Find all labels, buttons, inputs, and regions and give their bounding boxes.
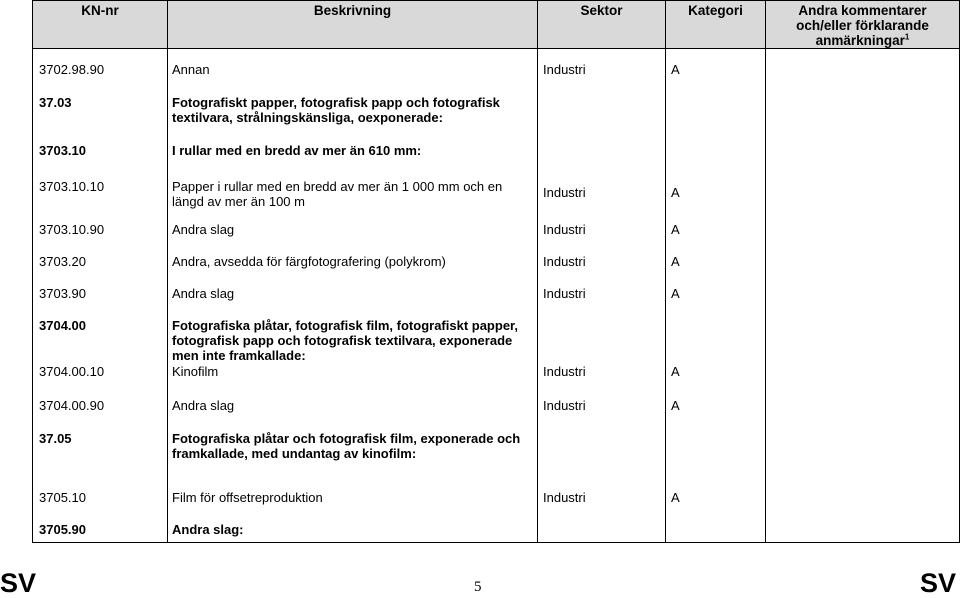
cell-kn: 3705.10 (33, 489, 168, 517)
table-row (33, 87, 960, 131)
cell-kn: 3703.10.90 (33, 213, 168, 245)
cell-notes (766, 245, 960, 277)
cell-kategori: A (666, 395, 766, 427)
cell-kn: 3704.00.10 (33, 363, 168, 395)
cell-notes (766, 517, 960, 543)
cell-sektor (538, 427, 666, 489)
cell-notes (766, 277, 960, 309)
tariff-table (32, 0, 960, 543)
cell-description: Fotografiska plåtar och fotografisk film, exponerade och framkallade, med undantag av kinofilm: (168, 427, 538, 489)
cell-kn: 3705.90 (33, 517, 168, 543)
header-kn: KN-nr (33, 1, 168, 49)
footer-language-right: SV (920, 568, 957, 598)
header-kategori: Kategori (666, 1, 766, 49)
cell-notes (766, 427, 960, 489)
cell-kn: 3704.00 (33, 309, 168, 363)
cell-kategori: A (666, 49, 766, 87)
header-notes-text: Andra kommentarer och/eller förklarande anmärkningar (796, 3, 929, 48)
cell-description: Andra, avsedda för färgfotografering (polykrom) (168, 245, 538, 277)
cell-description: Andra slag (168, 395, 538, 427)
cell-description: Andra slag: (168, 517, 538, 543)
cell-description: Fotografiskt papper, fotografisk papp och fotografisk textilvara, strålningskänsliga, oexponerade: (168, 87, 538, 131)
cell-sektor: Industri (538, 277, 666, 309)
cell-sektor: Industri (538, 245, 666, 277)
table-header-row (33, 1, 960, 49)
cell-notes (766, 363, 960, 395)
cell-notes (766, 87, 960, 131)
cell-description: Andra slag (168, 213, 538, 245)
page-number: 5 (474, 579, 482, 595)
cell-description: Papper i rullar med en bredd av mer än 1 000 mm och en längd av mer än 100 m (168, 167, 538, 213)
cell-sektor: Industri (538, 363, 666, 395)
table-row (33, 489, 960, 517)
cell-notes (766, 213, 960, 245)
cell-sektor: Industri (538, 395, 666, 427)
header-description: Beskrivning (168, 1, 538, 49)
cell-description: Film för offsetreproduktion (168, 489, 538, 517)
cell-description: Annan (168, 49, 538, 87)
cell-sektor: Industri (538, 167, 666, 213)
cell-kategori (666, 427, 766, 489)
cell-kategori: A (666, 213, 766, 245)
footer-language-left: SV (0, 568, 37, 598)
cell-kn: 37.03 (33, 87, 168, 131)
cell-sektor (538, 131, 666, 167)
cell-description: Kinofilm (168, 363, 538, 395)
cell-kategori: A (666, 489, 766, 517)
footnote-marker: 1 (904, 32, 910, 42)
cell-kn: 3704.00.90 (33, 395, 168, 427)
tariff-table-container (32, 0, 960, 543)
cell-kn: 3703.10 (33, 131, 168, 167)
cell-notes (766, 167, 960, 213)
table-row (33, 517, 960, 543)
cell-kategori: A (666, 277, 766, 309)
header-sektor: Sektor (538, 1, 666, 49)
cell-kn: 3703.90 (33, 277, 168, 309)
cell-sektor (538, 87, 666, 131)
table-row (33, 49, 960, 87)
cell-kn: 3703.10.10 (33, 167, 168, 213)
cell-kategori (666, 309, 766, 363)
cell-kategori: A (666, 363, 766, 395)
cell-notes (766, 131, 960, 167)
cell-notes (766, 489, 960, 517)
header-notes (766, 1, 960, 49)
cell-kategori: A (666, 245, 766, 277)
cell-kn: 3702.98.90 (33, 49, 168, 87)
cell-notes (766, 395, 960, 427)
cell-description: I rullar med en bredd av mer än 610 mm: (168, 131, 538, 167)
table-row (33, 427, 960, 489)
cell-sektor: Industri (538, 489, 666, 517)
table-row (33, 363, 960, 395)
table-row (33, 167, 960, 213)
table-row (33, 213, 960, 245)
cell-kategori (666, 517, 766, 543)
table-row (33, 309, 960, 363)
table-row (33, 245, 960, 277)
cell-description: Fotografiska plåtar, fotografisk film, fotografiskt papper, fotografisk papp och fotografisk textilvara, exponerade men inte framkallade: (168, 309, 538, 363)
cell-description: Andra slag (168, 277, 538, 309)
cell-kategori (666, 131, 766, 167)
cell-sektor (538, 309, 666, 363)
cell-sektor (538, 517, 666, 543)
cell-kn: 37.05 (33, 427, 168, 489)
cell-kategori (666, 87, 766, 131)
cell-sektor: Industri (538, 49, 666, 87)
table-row (33, 131, 960, 167)
cell-notes (766, 49, 960, 87)
cell-notes (766, 309, 960, 363)
cell-kn: 3703.20 (33, 245, 168, 277)
table-row (33, 277, 960, 309)
table-row (33, 395, 960, 427)
cell-sektor: Industri (538, 213, 666, 245)
cell-kategori: A (666, 167, 766, 213)
